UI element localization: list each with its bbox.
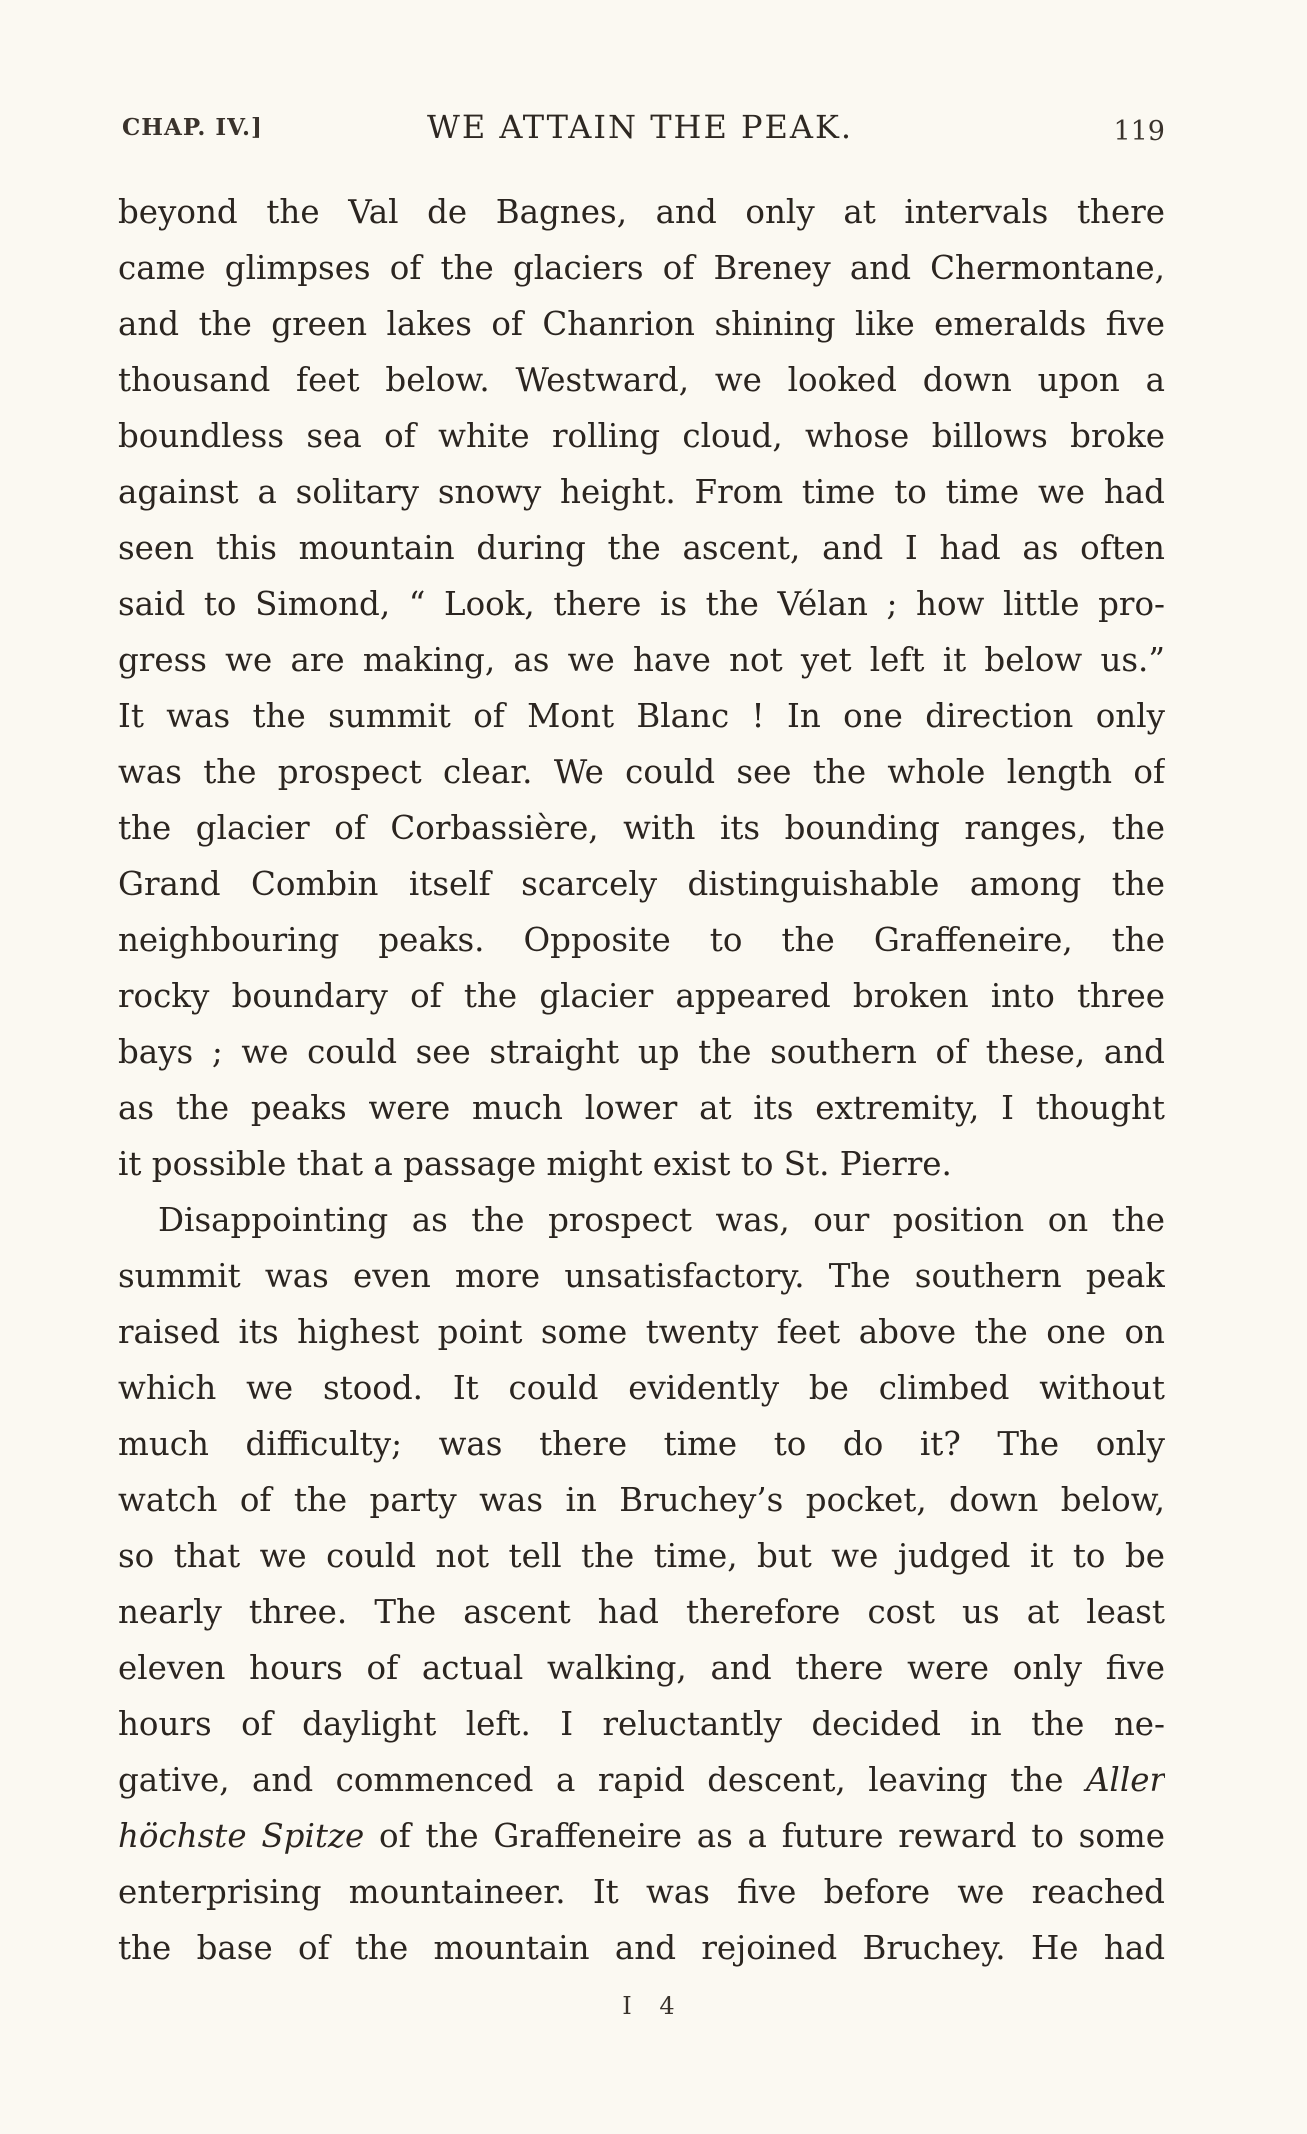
text-line: rocky boundary of the glacier appeared broken into three bbox=[118, 977, 1165, 1015]
text-line: hours of daylight left. I reluctantly decided in the ne- bbox=[118, 1705, 1165, 1743]
body-text bbox=[118, 184, 1165, 1976]
line-text: gative, and commenced a rapid descent, leaving the bbox=[118, 1761, 1064, 1799]
text-line: boundless sea of white rolling cloud, whose billows broke bbox=[118, 417, 1165, 455]
page-number: 119 bbox=[1113, 116, 1165, 147]
text-line: summit was even more unsatisfactory. The southern peak bbox=[118, 1257, 1165, 1295]
text-line: was the prospect clear. We could see the whole length of bbox=[118, 753, 1165, 791]
text-line: so that we could not tell the time, but we judged it to be bbox=[118, 1537, 1165, 1575]
text-line: much difficulty; was there time to do it? The only bbox=[118, 1425, 1165, 1463]
page-title: WE ATTAIN THE PEAK. bbox=[426, 108, 854, 146]
italic-phrase: Aller bbox=[1085, 1761, 1165, 1799]
text-line: watch of the party was in Bruchey’s pocket, down below, bbox=[118, 1481, 1165, 1519]
text-line: came glimpses of the glaciers of Breney and Chermontane, bbox=[118, 249, 1165, 287]
running-head bbox=[120, 108, 1165, 152]
text-line: beyond the Val de Bagnes, and only at intervals there bbox=[118, 193, 1165, 231]
text-line: which we stood. It could evidently be climbed without bbox=[118, 1369, 1165, 1407]
line-text: of the Graffeneire as a future reward to some bbox=[379, 1817, 1165, 1855]
text-line: as the peaks were much lower at its extremity, I thought bbox=[118, 1089, 1165, 1127]
text-line: It was the summit of Mont Blanc ! In one direction only bbox=[118, 697, 1165, 735]
text-line: raised its highest point some twenty feet above the one on bbox=[118, 1313, 1165, 1351]
chapter-label: CHAP. IV.] bbox=[122, 114, 263, 141]
text-line: the glacier of Corbassière, with its bounding ranges, the bbox=[118, 809, 1165, 847]
text-line: Disappointing as the prospect was, our position on the bbox=[158, 1201, 1165, 1239]
text-line: enterprising mountaineer. It was five before we reached bbox=[118, 1873, 1165, 1911]
text-line: against a solitary snowy height. From time to time we had bbox=[118, 473, 1165, 511]
text-line: nearly three. The ascent had therefore cost us at least bbox=[118, 1593, 1165, 1631]
italic-phrase: höchste Spitze bbox=[118, 1817, 365, 1855]
text-line: thousand feet below. Westward, we looked down upon a bbox=[118, 361, 1165, 399]
text-line: Grand Combin itself scarcely distinguishable among the bbox=[118, 865, 1165, 903]
text-line-with-italic bbox=[118, 1808, 1165, 1864]
text-line-with-italic bbox=[118, 1752, 1165, 1808]
text-line: gress we are making, as we have not yet left it below us.” bbox=[118, 641, 1165, 679]
text-line: seen this mountain during the ascent, and I had as often bbox=[118, 529, 1165, 567]
text-line: and the green lakes of Chanrion shining like emeralds five bbox=[118, 305, 1165, 343]
text-line: it possible that a passage might exist to St. Pierre. bbox=[118, 1145, 952, 1183]
text-line: neighbouring peaks. Opposite to the Graffeneire, the bbox=[118, 921, 1165, 959]
text-line: said to Simond, “ Look, there is the Vélan ; how little pro- bbox=[118, 585, 1165, 623]
signature-mark: I 4 bbox=[622, 1992, 685, 2020]
text-line: the base of the mountain and rejoined Bruchey. He had bbox=[118, 1929, 1165, 1967]
text-line: bays ; we could see straight up the southern of these, and bbox=[118, 1033, 1165, 1071]
text-line: eleven hours of actual walking, and there were only five bbox=[118, 1649, 1165, 1687]
